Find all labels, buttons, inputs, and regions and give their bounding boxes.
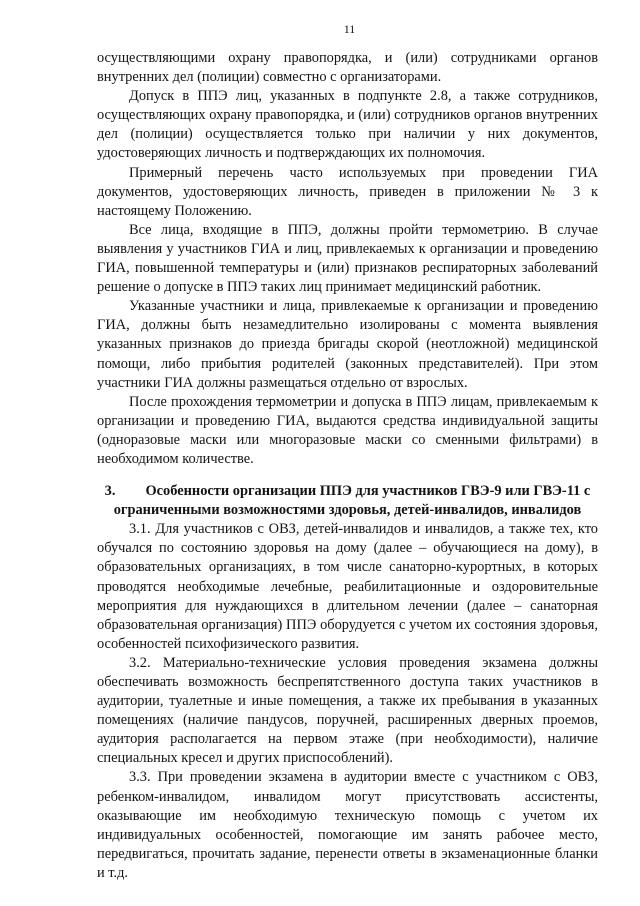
paragraph-id-documents: Примерный перечень часто используемых при проведении ГИА документов, удостоверяющих личность, приведен в приложении № 3 к настоящему Положению. bbox=[97, 164, 598, 219]
paragraph-continuation: осуществляющими охрану правопорядка, и (или) сотрудниками органов внутренних дел (полиции) совместно с организаторами. bbox=[97, 50, 598, 86]
section-title: Особенности организации ППЭ для участников ГВЭ-9 или ГВЭ-11 с ограниченными возможностями здоровья, детей-инвалидов, инвалидов bbox=[113, 483, 591, 519]
paragraph-admission-rules: Допуск в ППЭ лиц, указанных в подпункте 2.8, а также сотрудников, осуществляющих охрану правопорядка, и (или) сотрудников органов внутренних дел (полиции) осуществляется только при наличии у них документов, удостоверяющих личность и подтверждающих их полномочия. bbox=[97, 88, 598, 162]
paragraph-protective-equipment: После прохождения термометрии и допуска в ППЭ лицам, привлекаемым к организации и проведению ГИА, выдаются средства индивидуальной защиты (одноразовые маски или многоразовые маски со сменными фильтрами) в необходимом количестве. bbox=[97, 393, 598, 467]
section-number: 3. bbox=[104, 483, 116, 500]
page-number: 11 bbox=[343, 22, 356, 36]
paragraph-thermometry: Все лица, входящие в ППЭ, должны пройти термометрию. В случае выявления у участников ГИА и лиц, привлекаемых к организации и проведению ГИА, повышенной температуры и (или) признаков респираторных заболеваний решение о допуске в ППЭ таких лиц принимает медицинский работник. bbox=[97, 221, 598, 296]
paragraph-3-2: 3.2. Материально-технические условия проведения экзамена должны обеспечивать возможность беспрепятственного доступа таких участников в аудитории, туалетные и иные помещения, а также их пребывания в указанных помещениях (наличие пандусов, поручней, расширенных дверных проемов, аудитория располагается на первом этаже (при необходимости), наличие специальных кресел и других приспособлений). bbox=[97, 654, 598, 767]
section-heading bbox=[97, 482, 598, 520]
paragraph-isolation: Указанные участники и лица, привлекаемые к организации и проведению ГИА, должны быть незамедлительно изолированы с момента выявления указанных признаков до приезда бригады скорой (неотложной) медицинской помощи, либо прибытия родителей (законных представителей). При этом участники ГИА должны размещаться отдельно от взрослых. bbox=[97, 298, 598, 391]
document-page bbox=[97, 22, 598, 883]
paragraph-3-3: 3.3. При проведении экзамена в аудитории вместе с участником с ОВЗ, ребенком-инвалидом, инвалидом могут присутствовать ассистенты, оказывающие им необходимую техническую помощь с учетом их индивидуальных особенностей, помогающие им занять рабочее место, передвигаться, прочитать задание, перенести ответы в экзаменационные бланки и т.д. bbox=[97, 769, 598, 881]
paragraph-3-1: 3.1. Для участников с ОВЗ, детей-инвалидов и инвалидов, а также тех, кто обучался по состоянию здоровья на дому (далее – обучающиеся на дому), в образовательных организациях, в том числе санаторно-курортных, в которых проводятся необходимые лечебные, реабилитационные и оздоровительные мероприятия для нуждающихся в длительном лечении (далее – санаторная образовательная организация) ППЭ оборудуется с учетом их состояния здоровья, особенностей психофизического развития. bbox=[97, 521, 598, 652]
